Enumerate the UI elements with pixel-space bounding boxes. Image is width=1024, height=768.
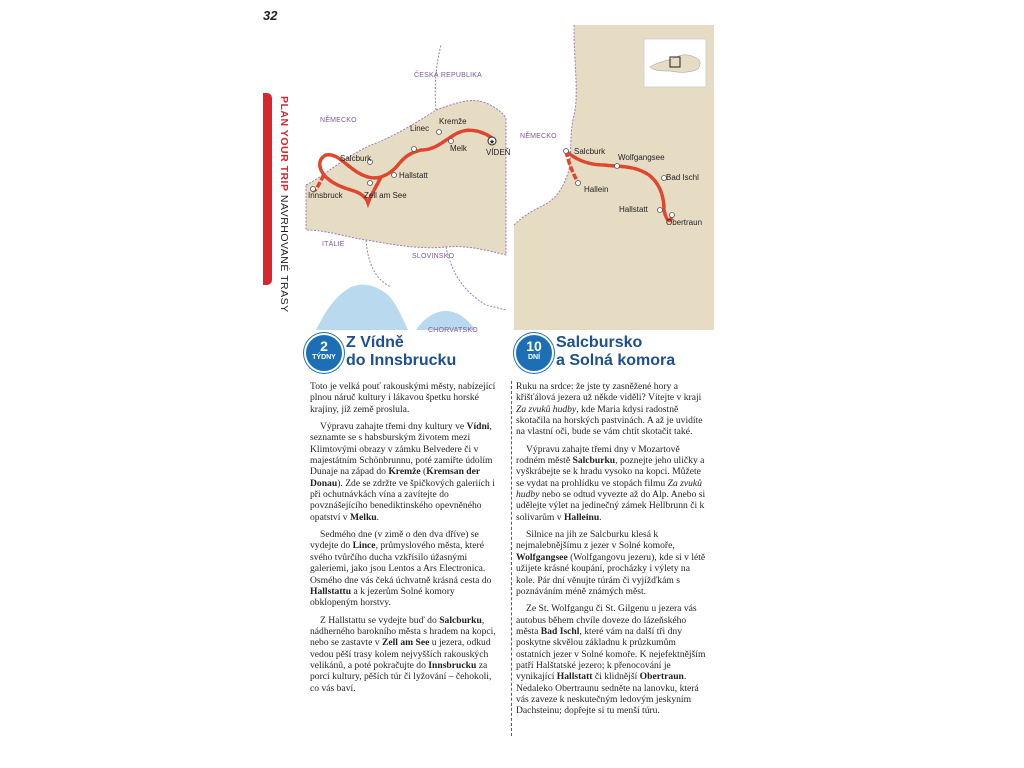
city-label-hallein: Hallein (584, 185, 609, 194)
paragraph: Ze St. Wolfgangu či St. Gilgenu u jezera vás autobus během chvíle doveze do lázeňského města Bad Ischl, které vám na další tři dny poskytne skvělou základnu k průzkumům ostatních jezer v Solné komoře. K nejefektnějším patří Halštatské jezero; k přenocování je vynikající Hallstatt či klidnější Obertraun. Nedaleko Obertraunu sedněte na lanovku, která vás zaveze k neskutečným ledovým jeskyním Dachsteinu; dopřejte si tu menší túru. (516, 603, 706, 717)
emphasis-place: Hallstatt (556, 671, 593, 683)
paragraph: Ruku na srdce: že jste ty zasněžené hory a křišťálová jezera už někde viděli? Vítejte v kraji Za zvuků hudby, kde Maria kdysi radostně skotačila na horských pastvinách. A až je uvidíte na vlastní oči, bude se vám chtít skotačit také. (516, 381, 703, 438)
itinerary-text-left (310, 381, 500, 700)
column-divider (511, 381, 512, 736)
duration-badge (514, 333, 554, 373)
emphasis-place: Melku (349, 511, 377, 523)
country-label-italy: ITÁLIE (322, 241, 345, 248)
country-label-germany: NĚMECKO (320, 117, 357, 124)
city-label-linec: Linec (410, 124, 430, 133)
duration-number: 2 (320, 338, 328, 354)
paragraph: Z Hallstattu se vydejte buď do Salcburku, nádherného barokního města s hradem na kopci, nebo se zastavte v Zell am See u jezera, odkud vedou pěší trasy kolem nejvyšších rakouských velikánů, a poté pokračujte do Innsbrucku za porcí kultury, pěších túr či lyžování – čehokoli, co vás baví. (310, 614, 496, 694)
itinerary-title (346, 334, 456, 370)
emphasis-place: Vídni (466, 421, 490, 433)
city-label-hallstatt: Hallstatt (399, 171, 428, 180)
emphasis-place: Hallstattu (310, 585, 352, 597)
emphasis-place: Innsbrucku (428, 659, 477, 671)
itinerary-title-line2: a Solná komora (556, 352, 676, 369)
emphasis-place: Kremže (388, 466, 421, 478)
city-label-bad-ischl: Bad Ischl (666, 173, 699, 182)
paragraph: Toto je velká pouť rakouskými městy, nabízející plnou náruč kultury i lákavou špetku horské krajiny, jíž země proslula. (310, 381, 496, 415)
city-label-zell-am-see: Zell am See (364, 191, 407, 200)
paragraph: Výpravu zahajte třemi dny v Mozartově rodném městě Salcburku, poznejte jeho uličky a vyškrábejte se k hradu vysoko na kopci. Můžete se vydat na prohlídku ve stopách filmu Za zvuků hudby nebo se odtud vyvezte až do Alp. Anebo si udělejte výlet na jedinečný zámek Hellbrunn či k solivarům v Halleinu. (516, 443, 706, 523)
city-label-hallstatt-right: Hallstatt (619, 205, 648, 214)
itinerary-title-line2: do Innsbrucku (346, 352, 457, 369)
paragraph: Sedmého dne (v zimě o den dva dříve) se vydejte do Lince, průmyslového města, které svého tvůrčího ducha vzkřísilo úžasnými galeriemi, jako jsou Lentos a Ars Electronica. Osmého dne vás čeká úchvatně krásná cesta do Hallstattu a k jezerům Solné komory obklopeným horstvy. (310, 529, 492, 609)
itinerary-heading-salzburg (514, 333, 714, 375)
paragraph: Výpravu zahajte třemi dny kultury ve Vídni, seznamte se s habsburským životem mezi Klimtovými obrazy v zámku Belvedere či v majestátním Schönbrunnu, poté zamiřte údolím Dunaje na západ do Kremže (Kremsan der Donau). Zde se zdržte ve špičkových galeriích i při ochutnávkách vína a zavítejte do povznášejícího benediktinského opevněného opatství v Melku. (310, 421, 495, 523)
paragraph: Silnice na jih ze Salcburku klesá k nejmalebnějšímu z jezer v Solné komoře, Wolfgangsee (Wolfgangovu jezeru), kde si v létě užijete krásné koupání, procházky i výlety na kole. Pár dní věnujte túrám či vyjížďkám s poznáváním méně známých měst. (516, 529, 706, 597)
emphasis-place: Salcburku (439, 614, 482, 626)
page-number: 32 (263, 8, 278, 23)
duration-unit: DNÍ (527, 354, 541, 361)
country-label-slovenia: SLOVINSKO (412, 253, 455, 260)
emphasis-place: Zell am See (381, 637, 430, 649)
itinerary-text-right (516, 381, 706, 723)
duration-number: 10 (526, 338, 542, 354)
city-label-viden: VÍDEŇ (486, 148, 511, 157)
city-label-kremze: Kremže (439, 117, 467, 126)
emphasis-place: Obertraun (639, 671, 684, 683)
map-salzburg-salzkammergut (514, 25, 714, 330)
section-secondary-label: NAVRHOVANÉ TRASY (278, 194, 290, 313)
duration-badge (304, 333, 344, 373)
emphasis-place: Kremsan der Donau (310, 466, 480, 489)
city-label-obertraun: Obertraun (666, 218, 703, 227)
emphasis-place: Bad Ischl (540, 625, 580, 637)
section-primary-label: PLAN YOUR TRIP (278, 96, 290, 192)
map-vienna-innsbruck (306, 25, 511, 334)
emphasis-title: Za zvuků hudby (516, 477, 702, 501)
city-label-salcburk-right: Salcburk (574, 147, 606, 156)
emphasis-place: Salcburku (572, 455, 616, 467)
itinerary-heading-vienna (304, 333, 504, 375)
country-label-germany-right: NĚMECKO (520, 133, 557, 140)
city-label-melk: Melk (450, 144, 467, 153)
itinerary-title (556, 334, 675, 370)
duration-unit: TÝDNY (312, 354, 336, 361)
svg-text:★: ★ (488, 138, 496, 146)
emphasis-place: Halleinu (563, 511, 600, 523)
city-label-innsbruck: Innsbruck (308, 191, 343, 200)
itinerary-title-line1: Z Vídně (346, 334, 404, 351)
emphasis-title: Za zvuků hudby (516, 403, 577, 415)
emphasis-place: Lince (352, 540, 376, 552)
city-label-salcburk: Salcburk (340, 154, 372, 163)
section-tab (263, 93, 272, 285)
section-tab-label (278, 96, 292, 331)
itinerary-title-line1: Salcbursko (556, 334, 643, 351)
emphasis-place: Wolfgangsee (516, 551, 568, 563)
city-label-wolfgangsee: Wolfgangsee (618, 153, 665, 162)
country-label-croatia: CHORVATSKO (428, 327, 478, 334)
country-label-czech: ČESKÁ REPUBLIKA (414, 72, 482, 79)
